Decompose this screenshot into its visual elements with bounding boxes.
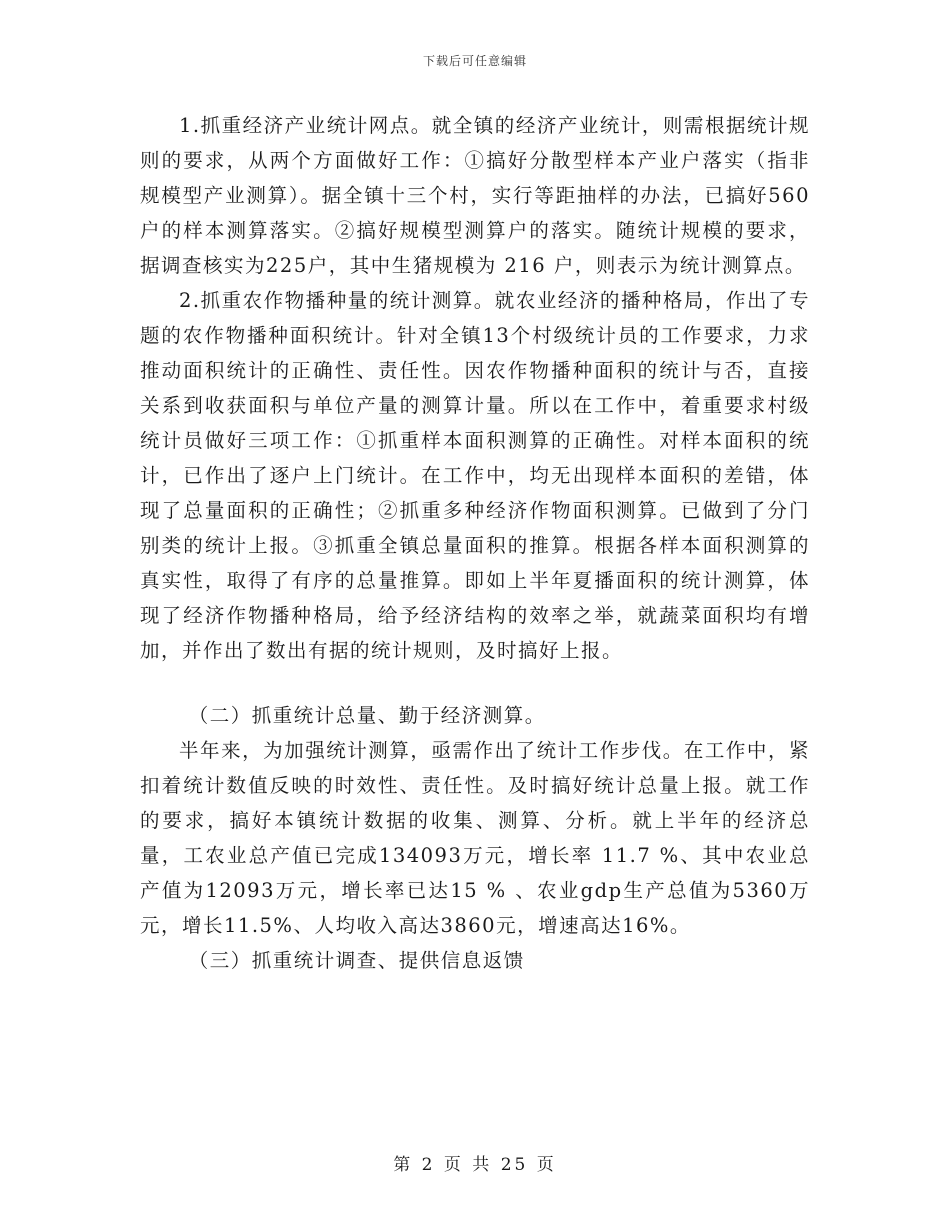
section-heading-2: （二）抓重统计总量、勤于经济测算。 bbox=[188, 704, 546, 727]
page-header: 下载后可任意编辑 bbox=[422, 54, 527, 68]
paragraph-statistical-network: 1.抓重经济产业统计网点。就全镇的经济产业统计，则需根据统计规则的要求，从两个方面做好工作：①搞好分散型样本产业户落实（指非规模型产业测算）。据全镇十三个村，实行等距抽样的办法，已搞好560户的样本测算落实。②搞好规模型测算户的落实。随统计规模的要求，据调查核实为225户，其中生猪规模为 216 户，则表示为统计测算点。 bbox=[140, 114, 810, 277]
section-heading-3: （三）抓重统计调查、提供信息返馈 bbox=[188, 949, 525, 972]
document-body bbox=[140, 108, 810, 978]
paragraph-crop-sowing: 2.抓重农作物播种量的统计测算。就农业经济的播种格局，作出了专题的农作物播种面积统计。针对全镇13个村级统计员的工作要求，力求推动面积统计的正确性、责任性。因农作物播种面积的统计与否，直接关系到收获面积与单位产量的测算计量。所以在工作中，着重要求村级统计员做好三项工作：①抓重样本面积测算的正确性。对样本面积的统计，已作出了逐户上门统计。在工作中，均无出现样本面积的差错，体现了总量面积的正确性；②抓重多种经济作物面积测算。已做到了分门别类的统计上报。③抓重全镇总量面积的推算。根据各样本面积测算的真实性，取得了有序的总量推算。即如上半年夏播面积的统计测算，体现了经济作物播种格局，给予经济结构的效率之举，就蔬菜面积均有增加，并作出了数出有据的统计规则，及时搞好上报。 bbox=[140, 289, 810, 662]
paragraph-economic-totals: 半年来，为加强统计测算，亟需作出了统计工作步伐。在工作中，紧扣着统计数值反映的时效性、责任性。及时搞好统计总量上报。就工作的要求，搞好本镇统计数据的收集、测算、分析。就上半年的经济总量，工农业总产值已完成134093万元，增长率 11.7 %、其中农业总产值为12093万元，增长率已达15 % 、农业gdp生产总值为5360万元，增长11.5%、人均收入高达3860元，增速高达16%。 bbox=[140, 739, 810, 937]
page-number: 第 2 页 共 25 页 bbox=[393, 1155, 557, 1175]
paragraph-gap bbox=[140, 668, 810, 698]
